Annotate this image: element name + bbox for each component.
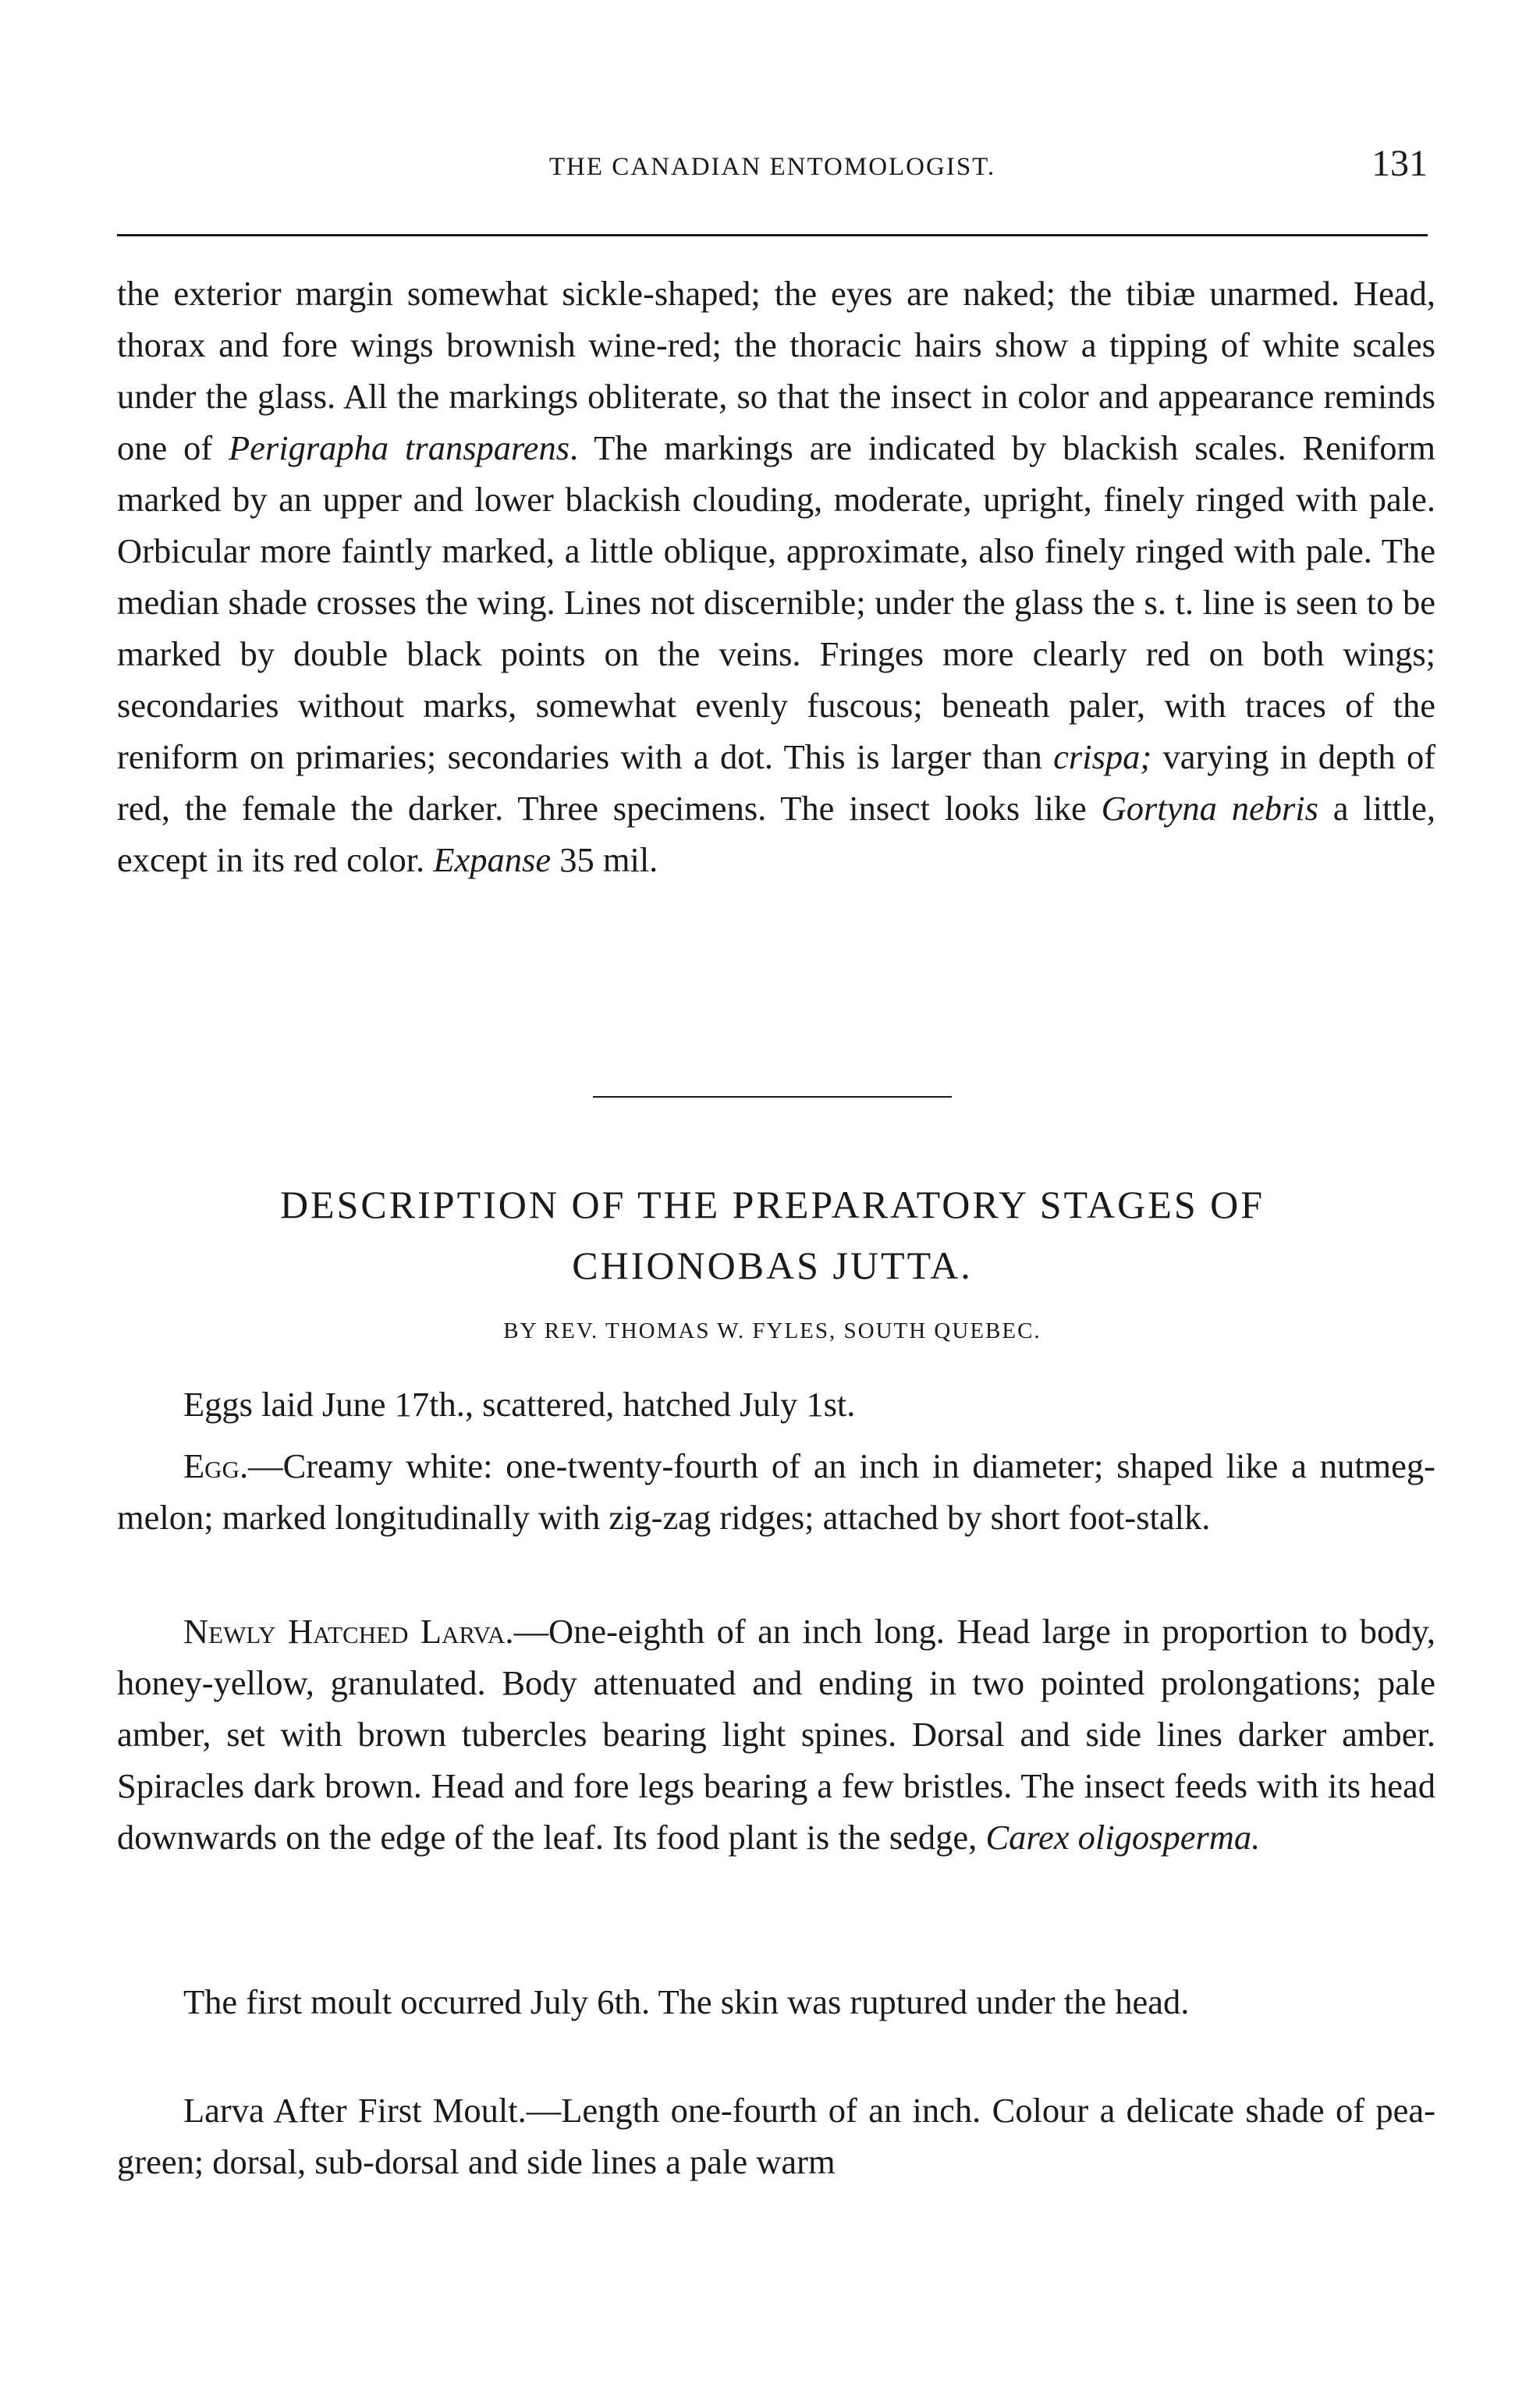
article-title-line-2: CHIONOBAS JUTTA. [572,1244,973,1287]
species-name: Gortyna nebris [1101,789,1318,828]
species-name: crispa; [1053,737,1152,776]
egg-paragraph [117,1440,1435,1543]
food-plant-name: Carex oligosperma. [985,1818,1261,1857]
species-name: Perigrapha transparens [229,428,570,467]
eggs-paragraph: Eggs laid June 17th., scattered, hatched July 1st. [183,1385,856,1424]
larva-paragraph [117,1606,1435,1863]
page-number: 131 [1371,143,1428,184]
article-title-line-1: DESCRIPTION OF THE PREPARATORY STAGES OF [279,1183,1265,1226]
expanse-label: Expanse [433,840,552,879]
continued-paragraph [117,268,1435,885]
article-byline: BY REV. THOMAS W. FYLES, SOUTH QUEBEC. [503,1318,1041,1343]
paragraph-text: varying in depth of red, the female the darker. Three specimens. The insect looks like [117,737,1436,828]
paragraph-text: 35 mil. [551,840,658,879]
header-rule [117,234,1428,236]
paragraph-text: a little, except in its red color. [117,789,1435,879]
larva-description: —One-eighth of an inch long. Head large in proportion to body, honey-yellow, granulated. Body attenuated and ending in two pointed prolongations; pale amber, set with brown tubercles bearing light spines. Dorsal and side lines darker amber. Spiracles dark brown. Head and fore legs bearing a few bristles. The insect feeds with its head downwards on the edge of the leaf. Its food plant is the sedge, [117,1612,1435,1857]
moult-paragraph: The first moult occurred July 6th. The skin was ruptured under the head. [183,1982,1190,2021]
running-head [117,143,1428,195]
larva-heading: Newly Hatched Larva. [183,1612,514,1651]
paragraph-text: the exterior margin somewhat sickle-shaped; the eyes are naked; the tibiæ unarmed. Head, thorax and fore wings brownish wine-red; the thoracic hairs show a tipping of white scales under the glass. All the markings obliterate, so that the insect in color and appearance reminds one of [117,274,1435,467]
egg-heading: Egg. [183,1446,249,1485]
article-title [117,1174,1428,1296]
after-moult-paragraph: Larva After First Moult.—Length one-fourth of an inch. Colour a delicate shade of pea-green; dorsal, sub-dorsal and side lines a pale warm [117,2091,1435,2181]
section-divider [593,1096,952,1098]
paragraph-text: . The markings are indicated by blackish scales. Reniform marked by an upper and lower blackish clouding, moderate, upright, finely ringed with pale. Orbicular more faintly marked, a little oblique, approximate, also finely ringed with pale. The median shade crosses the wing. Lines not discernible; under the glass the s. t. line is seen to be marked by double black points on the veins. Fringes more clearly red on both wings; secondaries without marks, somewhat evenly fuscous; beneath paler, with traces of the reniform on primaries; secondaries with a dot. This is larger than [117,428,1435,776]
egg-description: —Creamy white: one-twenty-fourth of an inch in diameter; shaped like a nutmeg-melon; marked longitudinally with zig-zag ridges; attached by short foot-stalk. [117,1446,1435,1537]
journal-title: THE CANADIAN ENTOMOLOGIST. [548,153,996,181]
